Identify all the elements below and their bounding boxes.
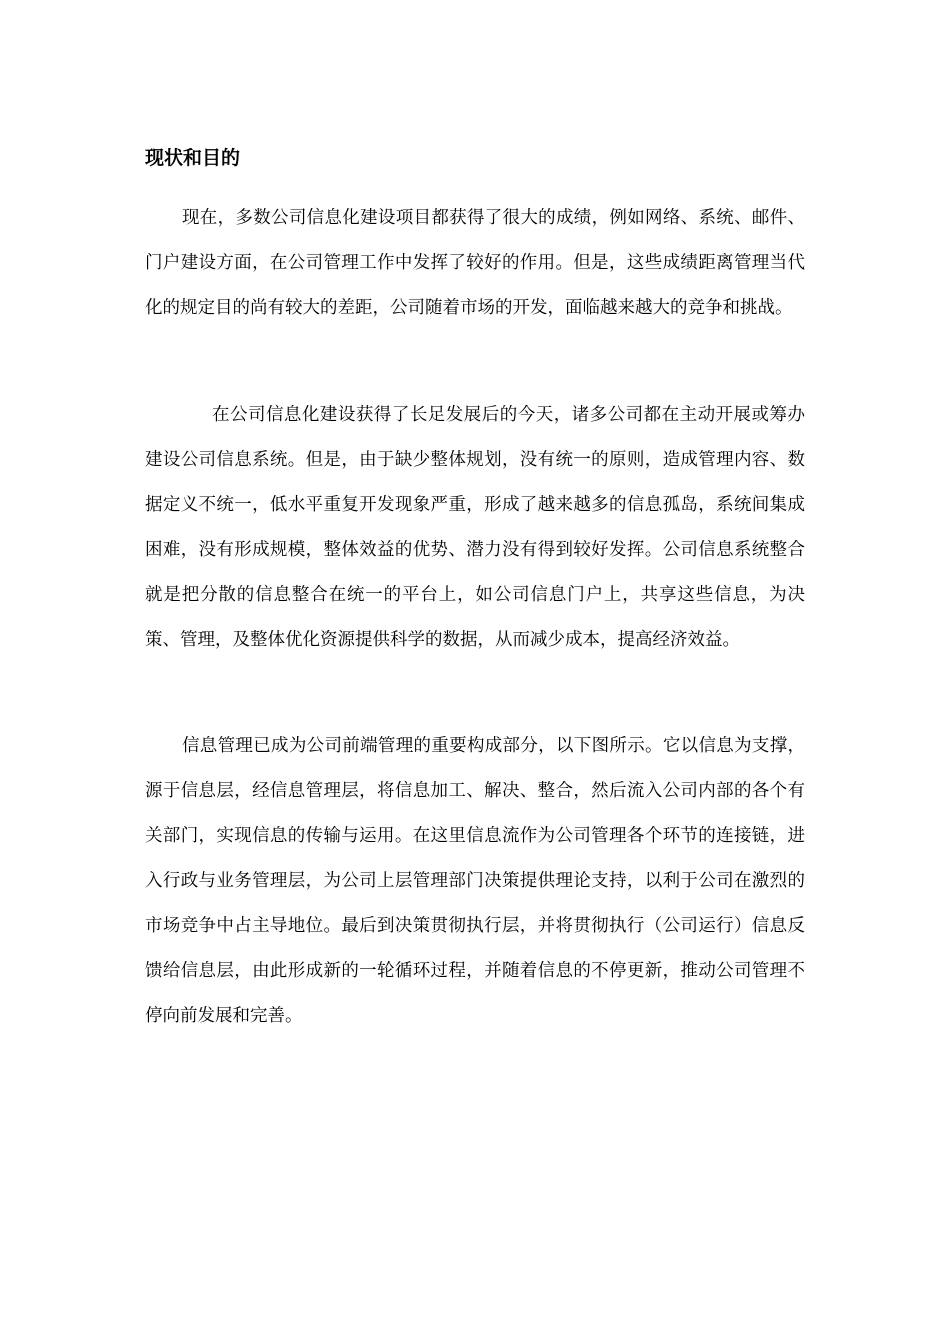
paragraph-current-status: 现在，多数公司信息化建设项目都获得了很大的成绩，例如网络、系统、邮件、门户建设方面，在公司管理工作中发挥了较好的作用。但是，这些成绩距离管理当代化的规定目的尚有较大的差距，公司随着市场的开发，面临越来越大的竞争和挑战。 — [145, 208, 805, 318]
paragraph-information-management: 信息管理已成为公司前端管理的重要构成部分，以下图所示。它以信息为支撑，源于信息层，经信息管理层，将信息加工、解决、整合，然后流入公司内部的各个有关部门，实现信息的传输与运用。在这里信息流作为公司管理各个环节的连接链，进入行政与业务管理层，为公司上层管理部门决策提供理论支持，以利于公司在激烈的市场竞争中占主导地位。最后到决策贯彻执行层，并将贯彻执行（公司运行）信息反馈给信息层，由此形成新的一轮循环过程，并随着信息的不停更新，推动公司管理不停向前发展和完善。 — [145, 736, 805, 1026]
section-heading: 现状和目的 — [145, 147, 241, 169]
paragraph-integration-need: 在公司信息化建设获得了长足发展后的今天，诸多公司都在主动开展或筹办建设公司信息系统。但是，由于缺少整体规划，没有统一的原则，造成管理内容、数据定义不统一，低水平重复开发现象严重，形成了越来越多的信息孤岛，系统间集成困难，没有形成规模，整体效益的优势、潜力没有得到较好发挥。公司信息系统整合就是把分散的信息整合在统一的平台上，如公司信息门户上，共享这些信息，为决策、管理，及整体优化资源提供科学的数据，从而减少成本，提高经济效益。 — [145, 405, 805, 650]
